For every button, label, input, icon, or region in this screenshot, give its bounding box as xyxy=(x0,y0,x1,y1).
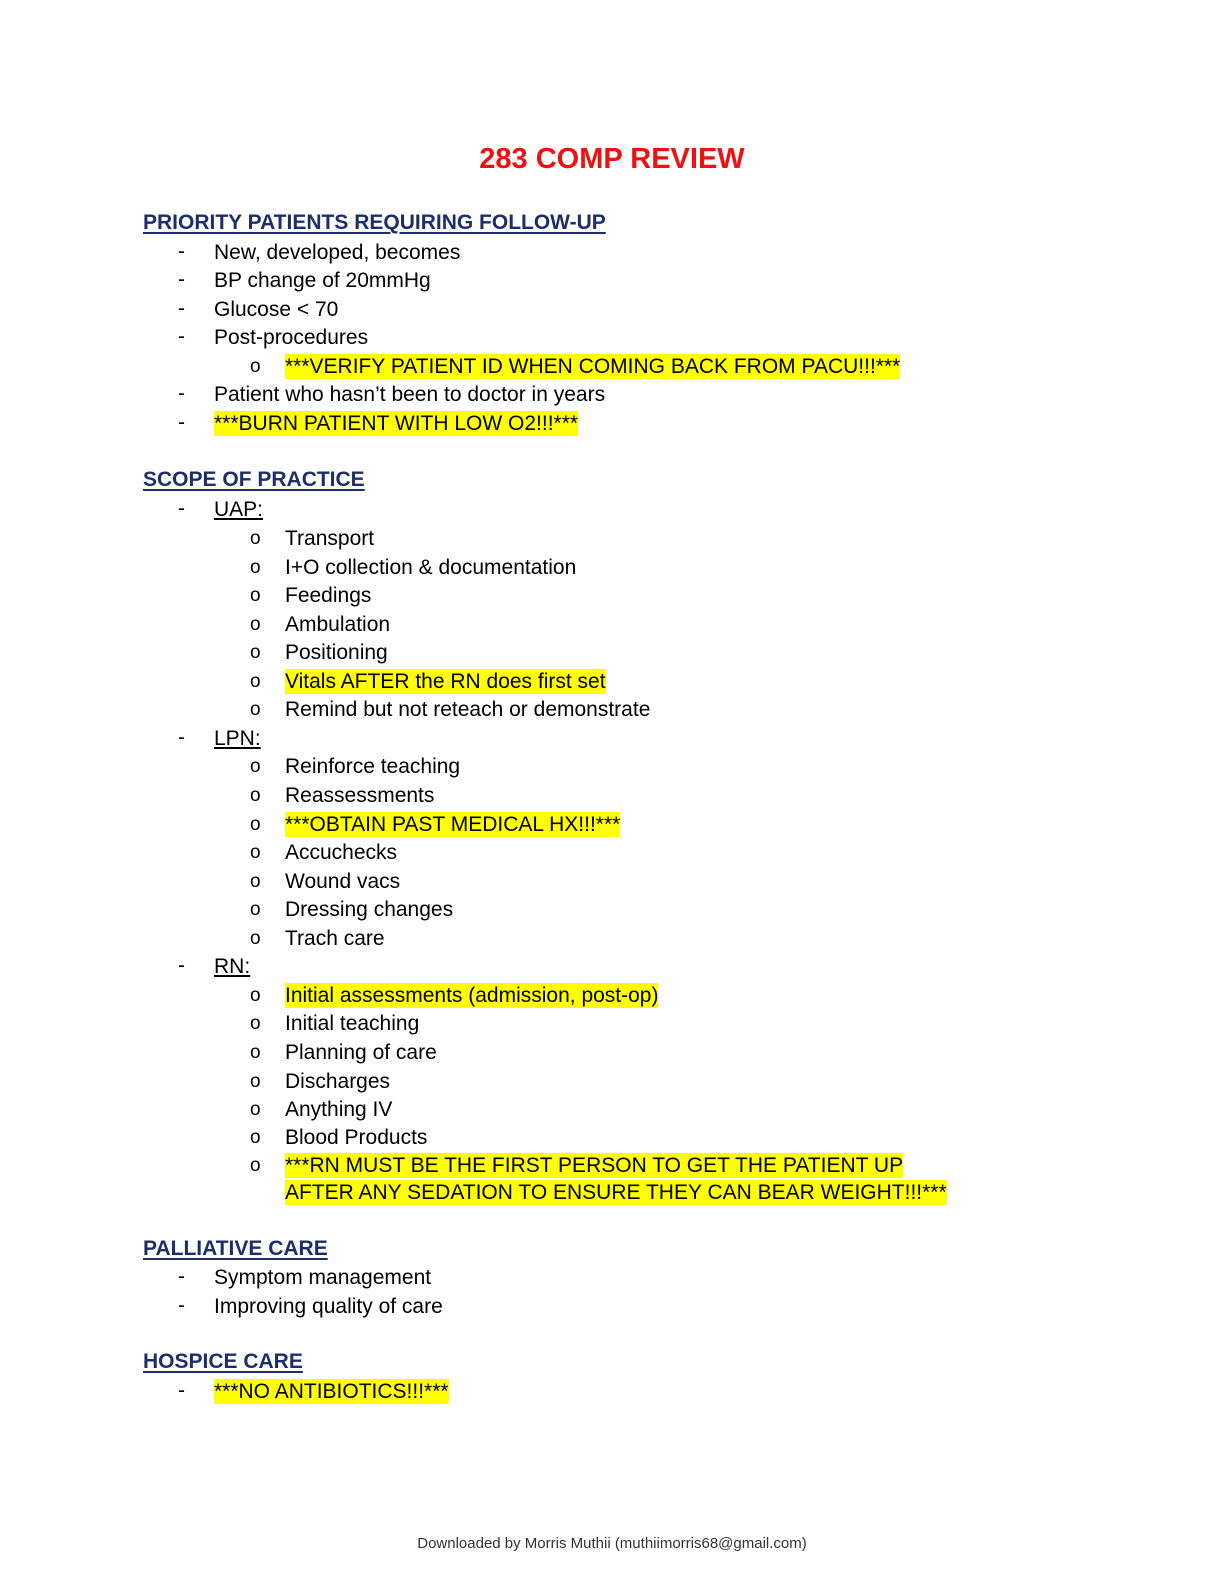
section-heading-palliative: PALLIATIVE CARE xyxy=(143,1237,328,1260)
bullet-marker: o xyxy=(250,699,261,720)
list-item: Dressing changes xyxy=(285,898,454,921)
role-label-uap: UAP: xyxy=(214,498,264,521)
section-heading-hospice: HOSPICE CARE xyxy=(143,1350,303,1373)
bullet-marker: o xyxy=(250,1013,261,1034)
bullet-marker: o xyxy=(250,614,261,635)
dash-marker: - xyxy=(178,726,185,749)
list-item: Post-procedures xyxy=(214,326,369,349)
list-item: Positioning xyxy=(285,641,388,664)
bullet-marker: o xyxy=(250,871,261,892)
bullet-marker: o xyxy=(250,1127,261,1148)
list-item: Symptom management xyxy=(214,1266,432,1289)
section-heading-priority: PRIORITY PATIENTS REQUIRING FOLLOW-UP xyxy=(143,211,606,234)
bullet-marker: o xyxy=(250,671,261,692)
list-item: Accuchecks xyxy=(285,841,398,864)
bullet-marker: o xyxy=(250,557,261,578)
list-item: Glucose < 70 xyxy=(214,298,339,321)
bullet-marker: o xyxy=(250,356,261,377)
list-item: Improving quality of care xyxy=(214,1295,443,1318)
bullet-marker: o xyxy=(250,1071,261,1092)
dash-marker: - xyxy=(178,382,185,405)
list-item-highlighted: ***OBTAIN PAST MEDICAL HX!!!*** xyxy=(285,813,621,836)
list-item-highlighted: ***RN MUST BE THE FIRST PERSON TO GET THE PATIENT UP xyxy=(285,1154,904,1177)
download-footer: Downloaded by Morris Muthii (muthiimorris68@gmail.com) xyxy=(417,1535,807,1552)
dash-marker: - xyxy=(178,325,185,348)
list-item: I+O collection & documentation xyxy=(285,556,577,579)
bullet-marker: o xyxy=(250,985,261,1006)
bullet-marker: o xyxy=(250,756,261,777)
bullet-marker: o xyxy=(250,785,261,806)
list-item-highlighted: ***VERIFY PATIENT ID WHEN COMING BACK FROM PACU!!!*** xyxy=(285,355,901,378)
list-item: Anything IV xyxy=(285,1098,393,1121)
dash-marker: - xyxy=(178,954,185,977)
bullet-marker: o xyxy=(250,899,261,920)
bullet-marker: o xyxy=(250,842,261,863)
bullet-marker: o xyxy=(250,642,261,663)
section-heading-scope: SCOPE OF PRACTICE xyxy=(143,468,365,491)
list-item: Wound vacs xyxy=(285,870,401,893)
role-label-rn: RN: xyxy=(214,955,251,978)
list-item: Reinforce teaching xyxy=(285,755,461,778)
list-item: Remind but not reteach or demonstrate xyxy=(285,698,651,721)
list-item: Feedings xyxy=(285,584,372,607)
bullet-marker: o xyxy=(250,1155,261,1176)
list-item: Patient who hasn’t been to doctor in years xyxy=(214,383,606,406)
list-item: Planning of care xyxy=(285,1041,437,1064)
list-item: BP change of 20mmHg xyxy=(214,269,431,292)
list-item: Initial teaching xyxy=(285,1012,420,1035)
dash-marker: - xyxy=(178,497,185,520)
page-title: 283 COMP REVIEW xyxy=(479,143,745,175)
list-item-highlighted: Vitals AFTER the RN does first set xyxy=(285,670,606,693)
dash-marker: - xyxy=(178,268,185,291)
dash-marker: - xyxy=(178,1265,185,1288)
role-label-lpn: LPN: xyxy=(214,727,261,750)
list-item: Trach care xyxy=(285,927,385,950)
list-item: Blood Products xyxy=(285,1126,428,1149)
bullet-marker: o xyxy=(250,928,261,949)
bullet-marker: o xyxy=(250,528,261,549)
dash-marker: - xyxy=(178,1379,185,1402)
dash-marker: - xyxy=(178,411,185,434)
list-item-highlighted: ***BURN PATIENT WITH LOW O2!!!*** xyxy=(214,412,579,435)
list-item: New, developed, becomes xyxy=(214,241,461,264)
dash-marker: - xyxy=(178,240,185,263)
dash-marker: - xyxy=(178,297,185,320)
list-item: Discharges xyxy=(285,1070,391,1093)
bullet-marker: o xyxy=(250,1042,261,1063)
list-item: Ambulation xyxy=(285,613,391,636)
list-item-highlighted-continued: AFTER ANY SEDATION TO ENSURE THEY CAN BEAR WEIGHT!!!*** xyxy=(285,1181,947,1204)
dash-marker: - xyxy=(178,1294,185,1317)
list-item-highlighted: ***NO ANTIBIOTICS!!!*** xyxy=(214,1380,449,1403)
bullet-marker: o xyxy=(250,1099,261,1120)
list-item-highlighted: Initial assessments (admission, post-op) xyxy=(285,984,659,1007)
bullet-marker: o xyxy=(250,814,261,835)
list-item: Reassessments xyxy=(285,784,435,807)
bullet-marker: o xyxy=(250,585,261,606)
list-item: Transport xyxy=(285,527,375,550)
